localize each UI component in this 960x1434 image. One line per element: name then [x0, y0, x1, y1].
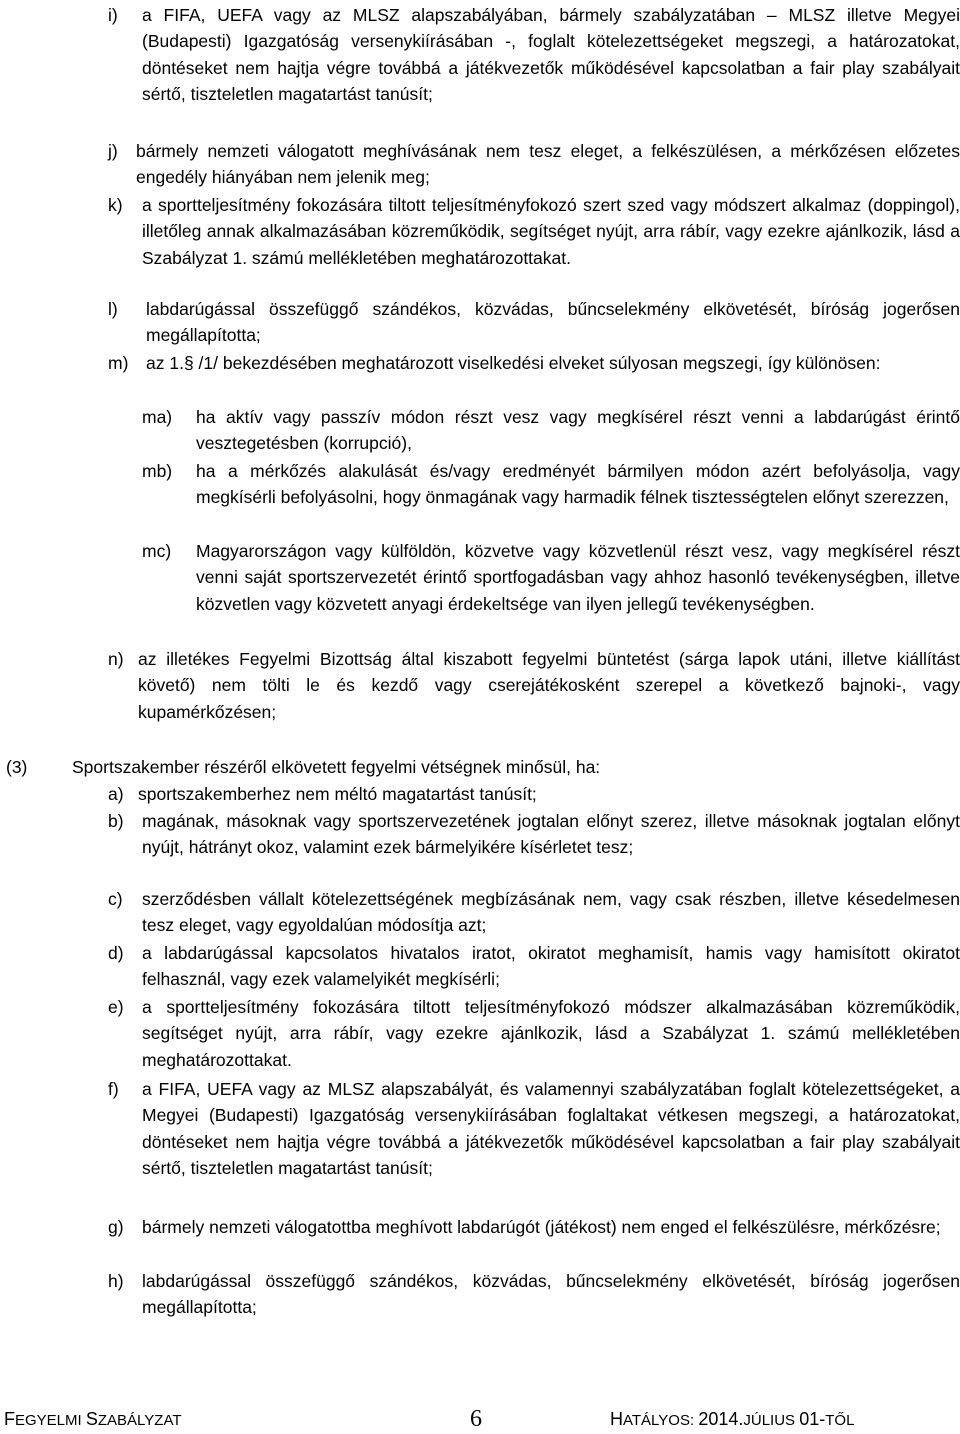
footer-title-cap1: F — [4, 1409, 15, 1429]
item-text: bármely nemzeti válogatott meghívásának nem tesz eleget, a felkészülésen, a mérkőzésen előzetes engedély hiányában nem jelenik meg; — [136, 141, 960, 188]
list-item-l — [108, 296, 960, 349]
item-text: Magyarországon vagy külföldön, közvetve vagy közvetlenül részt vesz, vagy megkísérel részt venni saját sportszervezetét érintő sportfogadásban vagy ahhoz hasonló tevékenységben, illetve közvetlen vagy közvetett anyagi érdekeltsége van ilyen jellegű tevékenységben. — [196, 541, 960, 614]
item-text: labdarúgással összefüggő szándékos, közvádas, bűncselekmény elkövetését, bíróság jogerősen megállapította; — [146, 299, 960, 346]
item-text: szerződésben vállalt kötelezettségének megbízásának nem, vagy csak részben, illetve késedelmesen tesz eleget, vagy egyoldalúan módosítja azt; — [142, 889, 960, 936]
list-item-d — [108, 940, 960, 993]
list-item-e — [108, 994, 960, 1073]
item-text: a FIFA, UEFA vagy az MLSZ alapszabályát, és valamennyi szabályzatában foglalt kötelezettségeket, a Megyei (Budapesti) Igazgatóság versenykiírásában foglaltakat vétkesen megszegi, a határozatokat, döntéseket nem hajtja végre továbbá a játékvezetők működésével kapcsolatban a fair play szabályait sértő, tiszteletlen magatartást tanúsít; — [142, 1079, 960, 1179]
item-text: sportszakemberhez nem méltó magatartást tanúsít; — [138, 784, 537, 804]
page-number: 6 — [470, 1406, 482, 1432]
footer-date-cap: H — [610, 1409, 623, 1429]
item-label: i) — [108, 5, 118, 25]
item-text: a FIFA, UEFA vagy az MLSZ alapszabályában, bármely szabályzatában – MLSZ illetve Megyei (Budapesti) Igazgatóság versenykiírásában -, foglalt kötelezettségeket megszegi, a határozatokat, döntéseket nem hajtja végre továbbá a játékvezetők működésével kapcsolatban a fair play szabályait sértő, tiszteletlen magatartást tanúsít; — [142, 5, 960, 105]
footer-date-label: ATÁLYOS: — [623, 1412, 699, 1429]
item-text: az 1.§ /1/ bekezdésében meghatározott viselkedési elveket súlyosan megszegi, így különösen: — [146, 353, 881, 373]
list-item-c — [108, 886, 960, 939]
item-label: n) — [108, 649, 124, 669]
item-label: h) — [108, 1271, 124, 1291]
item-text: labdarúgással összefüggő szándékos, közvádas, bűncselekmény elkövetését, bíróság jogerősen megállapította; — [142, 1271, 960, 1318]
footer-effective-date — [610, 1409, 854, 1431]
list-item-g — [108, 1214, 960, 1240]
item-text: a sportteljesítmény fokozására tiltott teljesítményfokozó szert szed vagy módszert alkalmaz (doppingol), illetőleg annak alkalmazásában közreműködik, segítséget nyújt, arra rábír, vagy ezekre ajánlkozik, lásd a Szabályzat 1. számú mellékletében meghatározottakat. — [142, 195, 960, 268]
list-item-b — [108, 808, 960, 861]
item-label: mb) — [142, 461, 173, 481]
item-label: c) — [108, 889, 123, 909]
footer-title-cap2: S — [85, 1409, 98, 1429]
sub-item-mb — [142, 458, 960, 511]
item-text: az illetékes Fegyelmi Bizottság által kiszabott fegyelmi büntetést (sárga lapok utáni, illetve kiállítást követő) nem tölti le és kezdő vagy cserejátékosként szerepel a következő bajnoki-, vagy kupamérkőzésen; — [138, 649, 960, 722]
list-item-f — [108, 1076, 960, 1182]
footer-date-suffix: TŐL — [825, 1412, 855, 1429]
item-label: g) — [108, 1217, 124, 1237]
item-label: e) — [108, 997, 124, 1017]
list-item-i — [108, 2, 960, 108]
item-label: b) — [108, 811, 124, 831]
item-label: ma) — [142, 407, 173, 427]
item-label: mc) — [142, 541, 172, 561]
footer-title-rest1: EGYELMI — [15, 1412, 86, 1429]
item-label: a) — [108, 784, 124, 804]
sub-item-ma — [142, 404, 960, 457]
item-text: magának, másoknak vagy sportszervezetének jogtalan előnyt szerez, illetve másoknak jogtalan előnyt nyújt, hátrányt okoz, valamint ezek bármelyikére kísérletet tesz; — [142, 811, 960, 858]
list-item-h — [108, 1268, 960, 1321]
item-label: l) — [108, 299, 118, 319]
footer-date-day: 01- — [799, 1409, 826, 1429]
sub-item-mc — [142, 538, 960, 617]
section-heading-text: Sportszakember részéről elkövetett fegyelmi vétségnek minősül, ha: — [72, 757, 601, 777]
footer-date-year: 2014. — [698, 1409, 744, 1429]
footer-date-month: JÚLIUS — [743, 1412, 800, 1429]
list-item-n — [108, 646, 960, 725]
footer-title-rest2: ZABÁLYZAT — [97, 1412, 182, 1429]
item-label: k) — [108, 195, 123, 215]
item-text: bármely nemzeti válogatottba meghívott labdarúgót (játékost) nem enged el felkészülésre, mérkőzésre; — [142, 1217, 941, 1237]
list-item-m — [108, 350, 960, 376]
list-item-k — [108, 192, 960, 271]
item-label: m) — [108, 353, 129, 373]
item-text: ha aktív vagy passzív módon részt vesz vagy megkísérel részt venni a labdarúgást érintő vesztegetésben (korrupció), — [196, 407, 960, 454]
list-item-j — [108, 138, 960, 191]
item-text: a labdarúgással kapcsolatos hivatalos iratot, okiratot meghamisít, hamis vagy hamisított okiratot felhasznál, vagy ezek valamelyikét megkísérli; — [142, 943, 960, 990]
list-item-a — [108, 781, 960, 807]
item-label: f) — [108, 1079, 119, 1099]
section-number: (3) — [6, 757, 28, 777]
footer-document-title — [4, 1409, 182, 1431]
item-label: j) — [108, 141, 118, 161]
item-text: a sportteljesítmény fokozására tiltott teljesítményfokozó módszer alkalmazásában közreműködik, segítséget nyújt, arra rábír, vagy ezekre ajánlkozik, lásd a Szabályzat 1. számú mellékletében meghatározottakat. — [142, 997, 960, 1070]
item-label: d) — [108, 943, 124, 963]
item-text: ha a mérkőzés alakulását és/vagy eredményét bármilyen módon azért befolyásolja, vagy megkísérli befolyásolni, hogy önmagának vagy harmadik félnek tisztességtelen előnyt szerezzen, — [196, 461, 960, 508]
section-3-heading — [6, 754, 960, 780]
